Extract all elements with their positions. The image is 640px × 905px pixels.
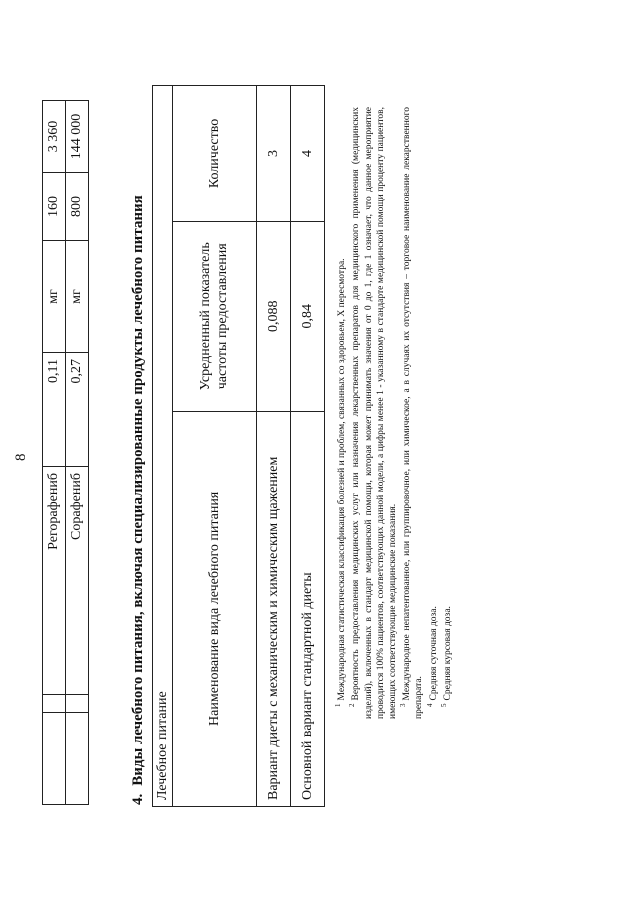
footnote-text: Вероятность предоставления медицинских услуг или назначения лекарственных препаратов для медицинского применения (медицинских изделий), включенных в стандарт медицинской помощи, которая может принимать значения от 0 до 1, где 1 означает, что данное мероприятие проводится 100% пациентов, соответствующих данной модели, а цифры менее 1 - указанному в стандарте медицинской помощи проценту пациентов, имеющих соответствующие медицинские показания. xyxy=(351,107,398,719)
footnotes xyxy=(334,107,454,719)
footnote xyxy=(426,107,440,719)
diet-count: 4 xyxy=(291,86,325,222)
table-cell xyxy=(43,713,66,805)
footnote xyxy=(334,107,348,719)
footnote-text: Международная статистическая классификация болезней и проблем, связанных со здоровьем, X пересмотра. xyxy=(337,258,348,701)
table-row xyxy=(43,101,66,805)
drug-sdd: 160 xyxy=(43,173,66,241)
drug-skd: 144 000 xyxy=(66,101,89,173)
section-title-text: Виды лечебного питания, включая специализированные продукты лечебного питания xyxy=(130,195,146,786)
drug-unit: мг xyxy=(66,241,89,353)
diet-name: Вариант диеты с механическим и химическим щажением xyxy=(257,411,291,806)
section-title xyxy=(130,195,147,805)
footnote-text: Средняя суточная доза. xyxy=(428,606,439,701)
diet-frequency: 0,84 xyxy=(291,221,325,411)
table-row xyxy=(153,86,173,807)
table-row xyxy=(291,86,325,807)
table-cell xyxy=(66,713,89,805)
footnote-mark: 5 xyxy=(439,703,448,707)
header-frequency: Усредненный показатель частоты предоставления xyxy=(173,221,257,411)
table-row xyxy=(66,101,89,805)
table-cell xyxy=(43,695,66,713)
footnote xyxy=(440,107,454,719)
footnote-mark: 2 xyxy=(348,703,357,707)
header-name: Наименование вида лечебного питания xyxy=(173,411,257,806)
diet-frequency: 0,088 xyxy=(257,221,291,411)
nutrition-table xyxy=(152,85,325,807)
section-number: 4. xyxy=(130,793,146,805)
table-row xyxy=(257,86,291,807)
table-cell xyxy=(66,695,89,713)
drug-name: Регорафениб xyxy=(43,467,66,695)
drug-name: Сорафениб xyxy=(66,467,89,695)
table-header-row xyxy=(173,86,257,807)
footnote-mark: 4 xyxy=(425,703,434,707)
diet-count: 3 xyxy=(257,86,291,222)
footnote xyxy=(348,107,399,719)
group-label: Лечебное питание xyxy=(153,86,173,807)
footnote xyxy=(399,107,425,719)
footnote-mark: 1 xyxy=(334,703,342,707)
drug-frequency: 0,27 xyxy=(66,353,89,467)
drug-frequency: 0,11 xyxy=(43,353,66,467)
footnote-text: Международное непатентованное, или группировочное, или химическое, а в случаях их отсутствия – торговое наименование лекарственного препарата. xyxy=(402,107,425,719)
drug-unit: мг xyxy=(43,241,66,353)
drug-sdd: 800 xyxy=(66,173,89,241)
header-count: Количество xyxy=(173,86,257,222)
page-number: 8 xyxy=(13,453,29,461)
drug-skd: 3 360 xyxy=(43,101,66,173)
footnote-text: Средняя курсовая доза. xyxy=(443,606,454,701)
footnote-mark: 3 xyxy=(399,703,408,707)
diet-name: Основной вариант стандартной диеты xyxy=(291,411,325,806)
drug-table xyxy=(42,100,89,805)
